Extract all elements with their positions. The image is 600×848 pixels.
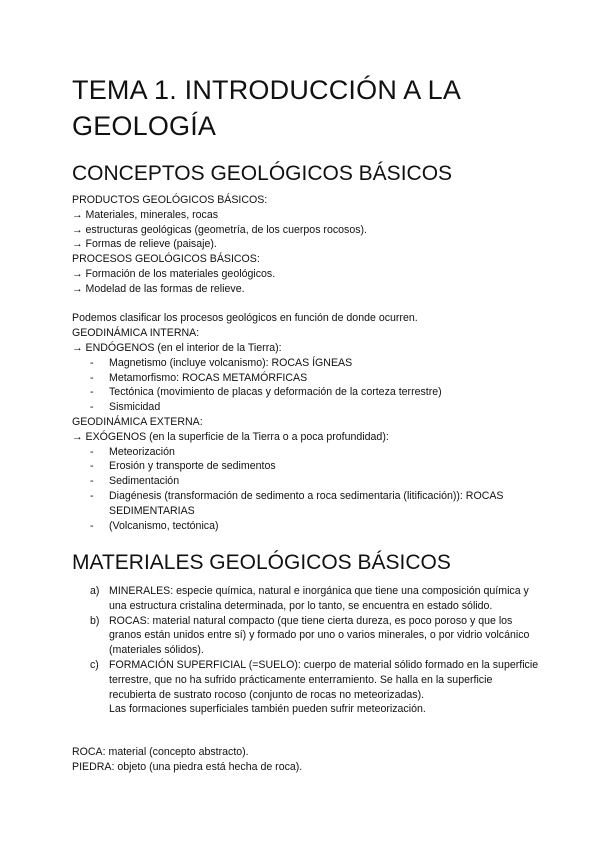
list-item: - (Volcanismo, tectónica) [72,519,542,534]
list-marker: b) [90,614,100,627]
procesos-item: → Formación de los materiales geológicos. [72,267,276,280]
list-item [72,658,542,717]
productos-item: → Formas de relieve (paisaje). [72,238,217,251]
definitions [72,745,542,775]
piedra-definition: PIEDRA: objeto (una piedra está hecha de roca). [72,760,303,773]
list-item: - Sedimentación [72,474,542,489]
productos-item: → estructuras geológicas (geometría, de los cuerpos rocosos). [72,223,367,236]
roca-definition: ROCA: material (concepto abstracto). [72,746,249,758]
productos-label: PRODUCTOS GEOLÓGICOS BÁSICOS: [72,194,268,206]
spacer [72,297,542,312]
list-marker: c) [90,658,99,671]
list-item-text: ROCAS: material natural compacto (que tiene cierta dureza, es poco poroso y que los granos están unidos entre sí) y formado por uno o varios minerales, o por vidrio volcánico (materiales sólidos). [109,614,530,657]
productos-item: → Materiales, minerales, rocas [72,208,219,221]
endogenos-list [72,356,542,415]
materiales-list [72,584,542,717]
list-item: - Diagénesis (transformación de sedimento a roca sedimentaria (litificación)): ROCAS SEDIMENTARIAS [72,489,542,519]
section-conceptos-body [72,193,542,533]
list-item: - Meteorización [72,445,542,460]
endogenos-label: → ENDÓGENOS (en el interior de la Tierra): [72,341,282,354]
list-item: - Tectónica (movimiento de placas y deformación de la corteza terrestre) [72,385,542,400]
intro-text: Podemos clasificar los procesos geológicos en función de donde ocurren. [72,312,418,325]
section-materiales-body [72,584,542,717]
list-item-text: MINERALES: especie química, natural e inorgánica que tiene una composición química y una estructura cristalina determinada, por lo tanto, se encuentra en estado sólido. [109,585,529,612]
list-item [72,614,542,658]
list-item: - Erosión y transporte de sedimentos [72,459,542,474]
list-item: - Sismicidad [72,400,542,415]
page-title: TEMA 1. INTRODUCCIÓN A LA GEOLOGÍA [72,75,460,141]
list-item [72,584,542,614]
list-item: - Magnetismo (incluye volcanismo): ROCAS ÍGNEAS [72,356,542,371]
list-item: - Metamorfismo: ROCAS METAMÓRFICAS [72,371,542,386]
interna-label: GEODINÁMICA INTERNA: [72,327,200,340]
procesos-item: → Modelad de las formas de relieve. [72,282,245,295]
section-heading-materiales: MATERIALES GEOLÓGICOS BÁSICOS [72,551,451,574]
exogenos-list [72,445,542,534]
list-marker: a) [90,585,100,597]
procesos-label: PROCESOS GEOLÓGICOS BÁSICOS: [72,253,260,266]
list-item-extra: Las formaciones superficiales también pueden sufrir meteorización. [109,703,426,716]
exogenos-label: → EXÓGENOS (en la superficie de la Tierra o a poca profundidad): [72,430,389,443]
externa-label: GEODINÁMICA EXTERNA: [72,415,203,428]
list-item-text: FORMACIÓN SUPERFICIAL (=SUELO): cuerpo de material sólido formado en la superficie terrestre, que no ha sufrido prácticamente enterramiento. Se halla en la superficie recubierta de sustrato rocoso (conjunto de rocas no meteorizadas). [109,658,539,701]
section-heading-conceptos: CONCEPTOS GEOLÓGICOS BÁSICOS [72,162,453,185]
